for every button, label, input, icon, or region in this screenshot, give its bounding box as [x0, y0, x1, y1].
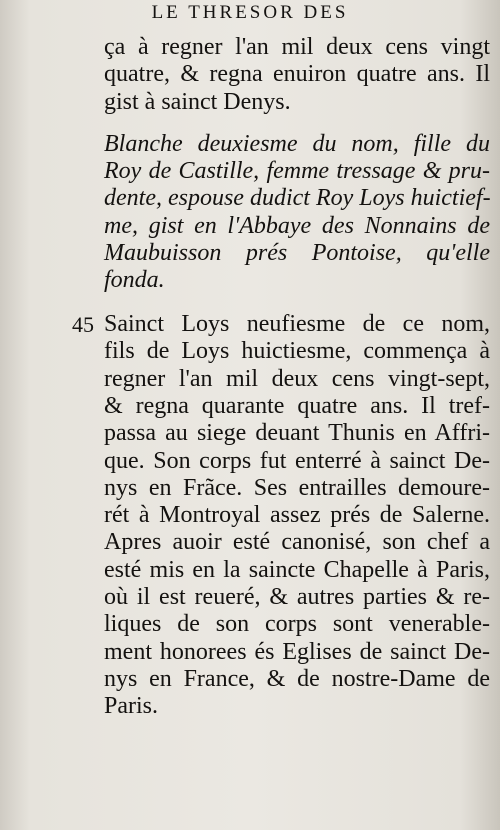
page-text	[72, 34, 491, 721]
paragraph-1	[104, 34, 490, 116]
paragraph-3	[72, 311, 490, 720]
text-line: nys en France, & de nostre-Dame de	[104, 665, 490, 692]
text-line: ça à regner l'an mil deux cens vingt	[104, 34, 490, 60]
text-line: rét à Montroyal assez prés de Salerne.	[104, 502, 490, 529]
text-line: Apres auoir esté canonisé, son chef a	[104, 529, 490, 556]
text-line: esté mis en la saincte Chapelle à Paris,	[104, 556, 490, 583]
text-line: Roy de Castille, femme tressage & pru-	[104, 158, 490, 185]
text-line: quatre, & regna enuiron quatre ans. Il	[104, 61, 490, 88]
text-line: & regna quarante quatre ans. Il tref-	[104, 393, 490, 419]
text-line: Maubuisson prés Pontoise, qu'elle	[104, 239, 490, 266]
text-line: Sainct Loys neufiesme de ce nom,	[104, 311, 490, 338]
text-line: Blanche deuxiesme du nom, fille du	[104, 130, 490, 157]
text-line: ment honorees és Eglises de sainct De-	[104, 638, 490, 665]
text-line: fils de Loys huictiesme, commença à	[104, 338, 490, 365]
text-line: liques de son corps sont venerable-	[104, 611, 490, 638]
running-header: LE THRESOR DES	[151, 2, 349, 23]
text-line: Paris.	[104, 693, 158, 720]
text-line: fonda.	[104, 266, 165, 293]
text-line: regner l'an mil deux cens vingt-sept,	[104, 365, 490, 392]
text-line: passa au siege deuant Thunis en Affri-	[104, 420, 490, 447]
text-line: où il est reueré, & autres parties & re-	[104, 584, 490, 611]
text-line: que. Son corps fut enterré à sainct De-	[104, 447, 490, 474]
text-line: nys en Frãce. Ses entrailles demoure-	[104, 474, 490, 501]
text-line: gist à sainct Denys.	[104, 88, 291, 115]
text-line: me, gist en l'Abbaye des Nonnains de	[104, 212, 490, 239]
text-line: dente, espouse dudict Roy Loys huictief-	[104, 185, 491, 212]
paragraph-2	[104, 131, 490, 294]
paragraph-number: 45	[72, 312, 94, 338]
